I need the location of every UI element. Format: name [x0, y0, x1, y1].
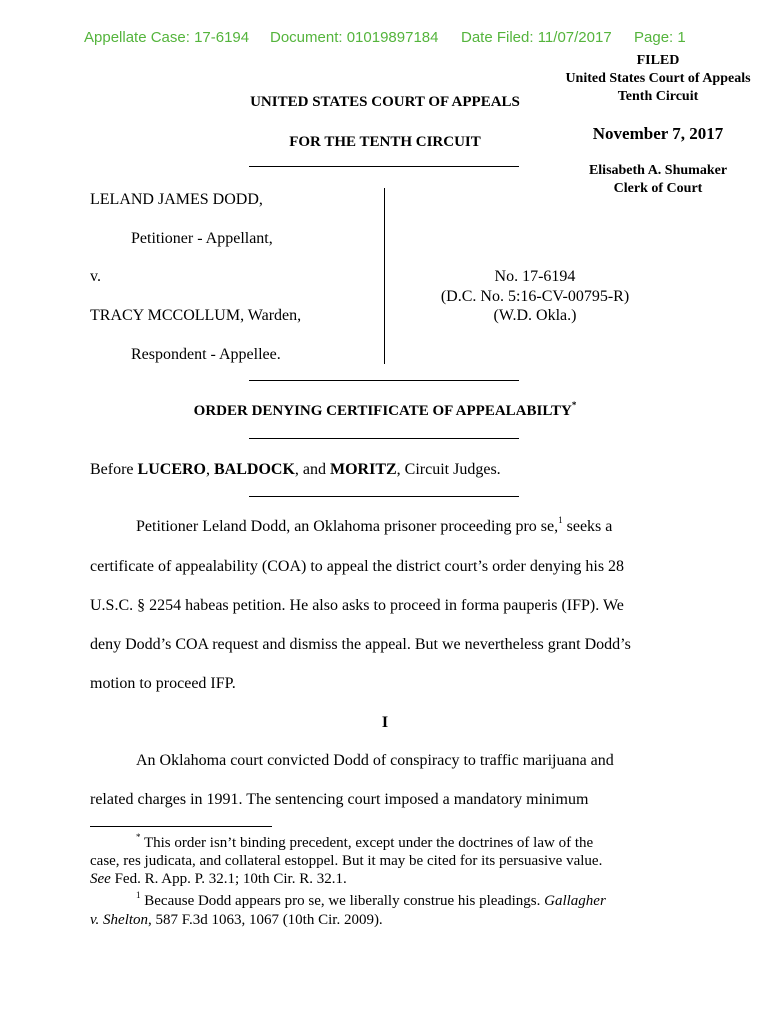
footnote-text: See [90, 871, 111, 887]
footnote-text: This order isn’t binding precedent, except under the doctrines of law of the [140, 835, 594, 851]
filed-court: United States Court of Appeals [565, 71, 751, 86]
versus: v. [90, 268, 101, 285]
footnote-mark: * [136, 832, 141, 842]
footnote-mark: 1 [558, 515, 563, 525]
appellate-case-stamp: Appellate Case: 17-6194 [84, 29, 250, 46]
caption-divider [384, 188, 385, 364]
divider [249, 438, 519, 439]
body-line: certificate of appealability (COA) to appeal the district court’s order denying his 28 [90, 558, 625, 575]
body-line: An Oklahoma court convicted Dodd of conspiracy to traffic marijuana and [136, 752, 614, 769]
divider [249, 496, 519, 497]
district-case-number: (D.C. No. 5:16-CV-00795-R) [440, 288, 630, 305]
body-line: related charges in 1991. The sentencing court imposed a mandatory minimum [90, 791, 589, 808]
footnote-text: v. Shelton [90, 912, 149, 928]
respondent-name: TRACY MCCOLLUM, Warden, [90, 307, 302, 324]
court-heading: UNITED STATES COURT OF APPEALS [250, 94, 520, 110]
footnote-text: Because Dodd appears pro se, we liberally construe his pleadings. [140, 893, 545, 909]
body-line [136, 515, 613, 536]
case-number: No. 17-6194 [494, 268, 576, 285]
separator: , [205, 461, 214, 478]
footnote-text: Fed. R. App. P. 32.1; 10th Cir. R. 32.1. [110, 871, 347, 887]
body-text: seeks a [562, 518, 613, 535]
judge-name: LUCERO [137, 461, 206, 478]
footnote-line [90, 871, 347, 888]
body-line: motion to proceed IFP. [90, 675, 236, 692]
petitioner-role: Petitioner - Appellant, [131, 230, 273, 247]
date-filed-stamp: Date Filed: 11/07/2017 [461, 29, 612, 46]
page-number-stamp: Page: 1 [634, 29, 686, 46]
clerk-name: Elisabeth A. Shumaker [588, 163, 728, 178]
footnote-text: Gallagher [544, 893, 606, 909]
document-number-stamp: Document: 01019897184 [270, 29, 439, 46]
judges-suffix: , Circuit Judges. [396, 461, 501, 478]
divider [249, 166, 519, 167]
before-label: Before [90, 461, 138, 478]
footnote-line [90, 912, 383, 929]
circuit-heading: FOR THE TENTH CIRCUIT [289, 134, 481, 150]
body-line: deny Dodd’s COA request and dismiss the appeal. But we nevertheless grant Dodd’s [90, 636, 631, 653]
footnote-mark: * [571, 400, 577, 410]
footnote-mark: 1 [136, 890, 141, 900]
judges-line [90, 461, 501, 479]
clerk-title: Clerk of Court [613, 181, 703, 196]
separator: , and [294, 461, 330, 478]
order-title-text: ORDER DENYING CERTIFICATE OF APPEALABILTY [193, 403, 572, 419]
divider [249, 380, 519, 381]
filed-circuit: Tenth Circuit [617, 89, 699, 104]
judge-name: MORITZ [330, 461, 397, 478]
district-court: (W.D. Okla.) [493, 307, 577, 324]
respondent-role: Respondent - Appellee. [131, 346, 281, 363]
petitioner-name: LELAND JAMES DODD, [90, 191, 263, 208]
filed-label: FILED [636, 53, 680, 68]
filed-date: November 7, 2017 [592, 124, 724, 143]
body-text: Petitioner Leland Dodd, an Oklahoma prisoner proceeding pro se, [136, 518, 559, 535]
footnote-text: , 587 F.3d 1063, 1067 (10th Cir. 2009). [148, 912, 383, 928]
footnote-line: case, res judicata, and collateral estoppel. But it may be cited for its persuasive value. [90, 853, 603, 869]
section-heading: I [381, 714, 389, 731]
body-line: U.S.C. § 2254 habeas petition. He also asks to proceed in forma pauperis (IFP). We [90, 597, 624, 614]
footnote-rule [90, 826, 272, 827]
footnote-line [136, 832, 594, 852]
footnote-line [136, 890, 606, 910]
order-title [120, 400, 650, 420]
judge-name: BALDOCK [213, 461, 295, 478]
